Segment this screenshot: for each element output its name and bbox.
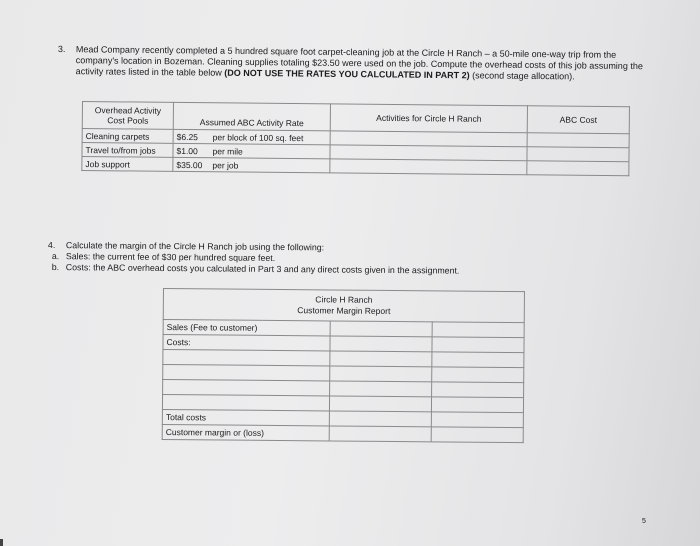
total-costs-label: Total costs bbox=[162, 409, 329, 425]
rate-unit: per job bbox=[212, 159, 239, 171]
header-activity-rate: Assumed ABC Activity Rate bbox=[173, 102, 330, 131]
input-cell[interactable] bbox=[330, 321, 432, 337]
question-4-text: Calculate the margin of the Circle H Ranch job using the following: bbox=[65, 240, 325, 253]
input-cell[interactable] bbox=[330, 351, 432, 367]
input-cell[interactable] bbox=[330, 366, 432, 382]
abc-cost-input-cell[interactable] bbox=[527, 147, 629, 162]
costs-label: Costs: bbox=[163, 335, 330, 351]
rate-unit: per block of 100 sq. feet bbox=[212, 131, 304, 143]
input-cell[interactable] bbox=[432, 322, 524, 338]
report-title-line2: Customer Margin Report bbox=[297, 305, 391, 316]
input-cell[interactable] bbox=[432, 367, 524, 383]
input-cell[interactable] bbox=[163, 380, 330, 396]
table-row bbox=[162, 424, 523, 442]
header-activities: Activities for Circle H Ranch bbox=[330, 104, 527, 133]
header-cost-pools: Overhead Activity Cost Pools bbox=[82, 102, 173, 130]
pool-name: Travel to/from jobs bbox=[82, 143, 173, 158]
input-cell[interactable] bbox=[163, 365, 330, 381]
input-cell[interactable] bbox=[432, 352, 524, 368]
question-3-number: 3. bbox=[57, 44, 66, 55]
rate-value: $6.25 bbox=[176, 131, 198, 142]
customer-margin-report bbox=[162, 288, 525, 443]
input-cell[interactable] bbox=[330, 381, 432, 397]
input-cell[interactable] bbox=[431, 412, 523, 428]
input-cell[interactable] bbox=[330, 336, 432, 352]
input-cell[interactable] bbox=[431, 427, 523, 443]
input-cell[interactable] bbox=[329, 426, 431, 442]
report-title-row bbox=[163, 289, 524, 323]
item-label: a. bbox=[51, 251, 60, 262]
page-number: 5 bbox=[642, 518, 646, 525]
question-3-text: Mead Company recently completed a 5 hundred square foot carpet-cleaning job at the Circle H Ranch – a 50-mile one-way trip from the company's location in Bozeman. Cleaning supplies totaling $23.50 were used on the job. Compute the overhead costs of this job assuming the activity rates listed in the table below bbox=[75, 44, 643, 78]
question-3-tail: (second stage allocation). bbox=[472, 70, 575, 82]
abc-cost-input-cell[interactable] bbox=[527, 161, 629, 176]
question-3 bbox=[58, 44, 658, 83]
sales-label: Sales (Fee to customer) bbox=[163, 320, 330, 336]
item-text: Costs: the ABC overhead costs you calculated in Part 3 and any direct costs given in the assignment. bbox=[65, 262, 460, 276]
pool-name: Cleaning carpets bbox=[82, 129, 173, 144]
activity-rate bbox=[173, 129, 330, 145]
abc-cost-input-cell[interactable] bbox=[527, 133, 629, 148]
item-text: Sales: the current fee of $30 per hundred square feet. bbox=[65, 251, 276, 263]
abc-cost-table bbox=[81, 101, 630, 176]
question-4 bbox=[48, 240, 568, 278]
pool-name: Job support bbox=[82, 157, 173, 172]
activity-rate bbox=[173, 157, 330, 173]
input-cell[interactable] bbox=[163, 350, 330, 366]
question-3-warning: (DO NOT USE THE RATES YOU CALCULATED IN PART 2) bbox=[224, 67, 470, 81]
input-cell[interactable] bbox=[329, 411, 431, 427]
activities-input-cell[interactable] bbox=[330, 159, 527, 175]
input-cell[interactable] bbox=[431, 397, 523, 413]
customer-margin-label: Customer margin or (loss) bbox=[162, 424, 329, 440]
rate-value: $35.00 bbox=[176, 159, 203, 170]
rate-value: $1.00 bbox=[176, 145, 198, 156]
input-cell[interactable] bbox=[162, 395, 329, 411]
input-cell[interactable] bbox=[329, 396, 431, 412]
input-cell[interactable] bbox=[432, 382, 524, 398]
report-title bbox=[163, 289, 524, 323]
activity-rate bbox=[173, 143, 330, 159]
rate-unit: per mile bbox=[212, 145, 243, 157]
edge-mark bbox=[0, 539, 3, 546]
report-title-line1: Circle H Ranch bbox=[315, 294, 373, 305]
item-label: b. bbox=[51, 262, 60, 273]
header-abc-cost: ABC Cost bbox=[527, 106, 629, 134]
input-cell[interactable] bbox=[432, 337, 524, 353]
question-4-number: 4. bbox=[47, 240, 56, 251]
